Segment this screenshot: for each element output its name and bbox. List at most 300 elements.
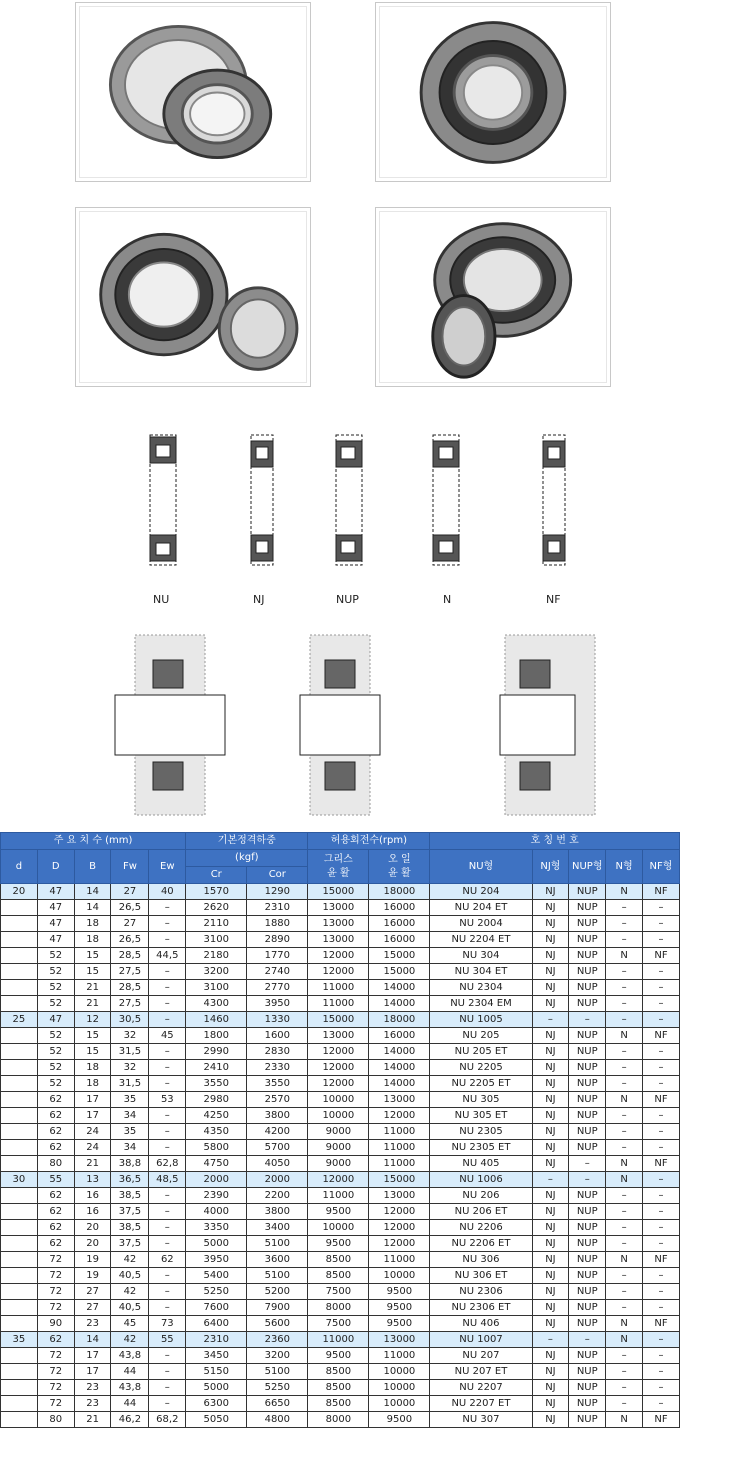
table-cell: – bbox=[606, 1300, 643, 1316]
table-cell bbox=[1, 980, 38, 996]
table-cell: NJ bbox=[532, 1108, 569, 1124]
table-cell: 55 bbox=[37, 1172, 74, 1188]
table-cell: 9500 bbox=[308, 1348, 369, 1364]
table-cell: – bbox=[643, 996, 680, 1012]
table-cell: 1770 bbox=[247, 948, 308, 964]
table-cell: 2180 bbox=[186, 948, 247, 964]
table-cell: 2310 bbox=[186, 1332, 247, 1348]
table-cell: 35 bbox=[1, 1332, 38, 1348]
table-row bbox=[1, 1268, 680, 1284]
header-Fw: Fw bbox=[111, 850, 149, 884]
bearing-with-inner-ring-photo-icon bbox=[80, 212, 306, 382]
table-cell: 5250 bbox=[247, 1380, 308, 1396]
table-cell: 5000 bbox=[186, 1236, 247, 1252]
table-cell: 42 bbox=[111, 1332, 149, 1348]
table-cell: NJ bbox=[532, 1396, 569, 1412]
table-cell: 23 bbox=[74, 1396, 111, 1412]
table-cell: NU 2207 ET bbox=[430, 1396, 532, 1412]
table-cell: NJ bbox=[532, 1188, 569, 1204]
table-cell: NJ bbox=[532, 1124, 569, 1140]
bearing-photo-3 bbox=[75, 207, 311, 387]
table-cell: 62 bbox=[37, 1124, 74, 1140]
table-cell: 9000 bbox=[308, 1140, 369, 1156]
table-cell: 40,5 bbox=[111, 1300, 149, 1316]
table-row bbox=[1, 1156, 680, 1172]
table-cell: NU 204 ET bbox=[430, 900, 532, 916]
table-cell: 21 bbox=[74, 996, 111, 1012]
table-cell: 5200 bbox=[247, 1284, 308, 1300]
table-cell: NF bbox=[643, 884, 680, 900]
table-cell: 46,2 bbox=[111, 1412, 149, 1428]
header-nf: NF형 bbox=[643, 850, 680, 884]
table-cell: NUP bbox=[569, 884, 606, 900]
table-row bbox=[1, 980, 680, 996]
table-cell: 9500 bbox=[308, 1236, 369, 1252]
table-cell: 3550 bbox=[186, 1076, 247, 1092]
table-cell: – bbox=[149, 1268, 186, 1284]
table-cell bbox=[1, 1348, 38, 1364]
table-cell: N bbox=[606, 1172, 643, 1188]
table-cell: NJ bbox=[532, 1348, 569, 1364]
table-cell: 18 bbox=[74, 1076, 111, 1092]
table-cell: N bbox=[606, 1252, 643, 1268]
table-cell: NJ bbox=[532, 1236, 569, 1252]
table-cell: 52 bbox=[37, 964, 74, 980]
table-cell: – bbox=[606, 1076, 643, 1092]
table-cell: 8000 bbox=[308, 1300, 369, 1316]
table-cell: NU 307 bbox=[430, 1412, 532, 1428]
table-cell: 47 bbox=[37, 932, 74, 948]
table-cell: 5100 bbox=[247, 1268, 308, 1284]
table-cell: – bbox=[606, 964, 643, 980]
table-cell: NF bbox=[643, 1028, 680, 1044]
table-cell: 3600 bbox=[247, 1252, 308, 1268]
table-cell: 5800 bbox=[186, 1140, 247, 1156]
table-cell: 3950 bbox=[247, 996, 308, 1012]
table-cell: NU 306 ET bbox=[430, 1268, 532, 1284]
table-cell: 9500 bbox=[369, 1316, 430, 1332]
table-cell: 27 bbox=[74, 1300, 111, 1316]
header-B: B bbox=[74, 850, 111, 884]
table-cell: NJ bbox=[532, 1140, 569, 1156]
table-cell: 3550 bbox=[247, 1076, 308, 1092]
table-cell: – bbox=[569, 1332, 606, 1348]
table-cell: NUP bbox=[569, 1348, 606, 1364]
table-cell: 72 bbox=[37, 1396, 74, 1412]
table-cell: – bbox=[606, 1108, 643, 1124]
table-cell: 40,5 bbox=[111, 1268, 149, 1284]
table-cell: – bbox=[149, 1044, 186, 1060]
table-cell: 9500 bbox=[308, 1204, 369, 1220]
table-cell: 4250 bbox=[186, 1108, 247, 1124]
table-cell: 14000 bbox=[369, 996, 430, 1012]
table-cell: 9000 bbox=[308, 1156, 369, 1172]
table-cell: 62 bbox=[37, 1220, 74, 1236]
table-row bbox=[1, 1300, 680, 1316]
table-cell: – bbox=[643, 1140, 680, 1156]
table-cell: – bbox=[149, 1236, 186, 1252]
table-cell bbox=[1, 1396, 38, 1412]
table-cell: – bbox=[149, 1060, 186, 1076]
table-cell: 62 bbox=[37, 1236, 74, 1252]
table-cell: – bbox=[149, 932, 186, 948]
table-cell: N bbox=[606, 1332, 643, 1348]
diagram-label-n: N bbox=[443, 593, 452, 606]
table-cell: 1460 bbox=[186, 1012, 247, 1028]
table-cell: 53 bbox=[149, 1092, 186, 1108]
header-main-dims: 주 요 치 수 (mm) bbox=[1, 833, 186, 850]
table-cell: 43,8 bbox=[111, 1380, 149, 1396]
table-cell: 13000 bbox=[308, 916, 369, 932]
table-cell: NJ bbox=[532, 1300, 569, 1316]
table-cell: – bbox=[643, 932, 680, 948]
table-cell: NU 306 bbox=[430, 1252, 532, 1268]
table-cell: NJ bbox=[532, 1380, 569, 1396]
table-cell: – bbox=[149, 1284, 186, 1300]
table-cell: – bbox=[606, 1012, 643, 1028]
header-speed: 허용회전수(rpm) bbox=[308, 833, 430, 850]
table-cell: NUP bbox=[569, 1028, 606, 1044]
table-cell: – bbox=[149, 980, 186, 996]
header-basic-load: 기본정격하중 bbox=[186, 833, 308, 850]
table-cell: 12000 bbox=[369, 1236, 430, 1252]
table-cell: – bbox=[643, 1172, 680, 1188]
table-cell: 7900 bbox=[247, 1300, 308, 1316]
table-cell: NU 2304 EM bbox=[430, 996, 532, 1012]
table-cell: N bbox=[606, 884, 643, 900]
table-cell: NJ bbox=[532, 916, 569, 932]
table-row bbox=[1, 1204, 680, 1220]
table-cell: 27,5 bbox=[111, 996, 149, 1012]
table-row bbox=[1, 1412, 680, 1428]
table-cell bbox=[1, 1268, 38, 1284]
table-cell: – bbox=[643, 1284, 680, 1300]
table-cell: – bbox=[606, 1140, 643, 1156]
table-cell: 17 bbox=[74, 1108, 111, 1124]
table-cell: NF bbox=[643, 1316, 680, 1332]
table-cell: NUP bbox=[569, 1268, 606, 1284]
table-cell: 34 bbox=[111, 1108, 149, 1124]
header-nj: NJ형 bbox=[532, 850, 569, 884]
table-cell: 72 bbox=[37, 1364, 74, 1380]
table-cell: – bbox=[606, 932, 643, 948]
table-cell: NUP bbox=[569, 1092, 606, 1108]
table-cell: 62 bbox=[37, 1140, 74, 1156]
header-oil: 오 일 윤 활 bbox=[369, 850, 430, 884]
table-row bbox=[1, 1396, 680, 1412]
table-cell: 11000 bbox=[369, 1140, 430, 1156]
table-cell: 14 bbox=[74, 1332, 111, 1348]
table-cell: NUP bbox=[569, 1380, 606, 1396]
table-cell: 7600 bbox=[186, 1300, 247, 1316]
table-cell: 8500 bbox=[308, 1396, 369, 1412]
table-cell: 1330 bbox=[247, 1012, 308, 1028]
table-cell: NJ bbox=[532, 1220, 569, 1236]
table-cell: – bbox=[643, 1044, 680, 1060]
table-cell: 3100 bbox=[186, 980, 247, 996]
table-cell: 44 bbox=[111, 1396, 149, 1412]
table-cell: 5700 bbox=[247, 1140, 308, 1156]
table-cell: – bbox=[643, 1364, 680, 1380]
table-cell: NU 204 bbox=[430, 884, 532, 900]
table-cell: – bbox=[149, 916, 186, 932]
table-cell: 2830 bbox=[247, 1044, 308, 1060]
table-cell: 3400 bbox=[247, 1220, 308, 1236]
table-cell: 3200 bbox=[186, 964, 247, 980]
table-cell: 42 bbox=[111, 1252, 149, 1268]
table-cell: NU 2204 ET bbox=[430, 932, 532, 948]
table-cell: 6300 bbox=[186, 1396, 247, 1412]
table-cell bbox=[1, 1124, 38, 1140]
table-row bbox=[1, 1284, 680, 1300]
table-cell: 5400 bbox=[186, 1268, 247, 1284]
table-cell: – bbox=[643, 1188, 680, 1204]
table-cell: 5250 bbox=[186, 1284, 247, 1300]
table-cell: NJ bbox=[532, 1252, 569, 1268]
table-cell: N bbox=[606, 1316, 643, 1332]
table-cell: NUP bbox=[569, 996, 606, 1012]
table-cell: 27 bbox=[111, 884, 149, 900]
table-cell: 2620 bbox=[186, 900, 247, 916]
table-cell: NUP bbox=[569, 1108, 606, 1124]
table-cell: 4050 bbox=[247, 1156, 308, 1172]
table-cell: NJ bbox=[532, 1156, 569, 1172]
diagram-nu bbox=[150, 435, 176, 565]
header-designation: 호 칭 번 호 bbox=[430, 833, 680, 850]
table-cell: – bbox=[643, 1348, 680, 1364]
table-cell: – bbox=[606, 1348, 643, 1364]
mounting-diagram-3 bbox=[500, 635, 595, 815]
table-row bbox=[1, 916, 680, 932]
table-cell: NJ bbox=[532, 1044, 569, 1060]
table-cell: NUP bbox=[569, 1124, 606, 1140]
table-cell: NU 206 ET bbox=[430, 1204, 532, 1220]
table-cell: – bbox=[643, 980, 680, 996]
table-cell: NUP bbox=[569, 1188, 606, 1204]
table-cell: 13000 bbox=[369, 1332, 430, 1348]
table-cell: 13000 bbox=[369, 1188, 430, 1204]
table-cell: 44 bbox=[111, 1364, 149, 1380]
table-cell: 16000 bbox=[369, 932, 430, 948]
table-cell: NUP bbox=[569, 1300, 606, 1316]
table-cell: 52 bbox=[37, 1060, 74, 1076]
table-cell: 10000 bbox=[308, 1108, 369, 1124]
table-cell: 3450 bbox=[186, 1348, 247, 1364]
table-cell: 12000 bbox=[308, 1044, 369, 1060]
table-cell: 2990 bbox=[186, 1044, 247, 1060]
table-cell bbox=[1, 900, 38, 916]
table-cell: 11000 bbox=[308, 996, 369, 1012]
table-cell: N bbox=[606, 1092, 643, 1108]
table-row bbox=[1, 1108, 680, 1124]
table-cell: 3800 bbox=[247, 1204, 308, 1220]
table-cell: 27 bbox=[74, 1284, 111, 1300]
table-cell: – bbox=[606, 1268, 643, 1284]
diagram-nj bbox=[251, 435, 273, 565]
table-cell: 10000 bbox=[308, 1092, 369, 1108]
diagram-nup bbox=[336, 435, 362, 565]
table-cell: 8500 bbox=[308, 1268, 369, 1284]
table-cell: 62 bbox=[37, 1188, 74, 1204]
table-cell: NF bbox=[643, 1156, 680, 1172]
table-cell: 44,5 bbox=[149, 948, 186, 964]
table-cell bbox=[1, 1108, 38, 1124]
table-cell: 4750 bbox=[186, 1156, 247, 1172]
table-cell: 23 bbox=[74, 1316, 111, 1332]
table-cell: 62 bbox=[37, 1108, 74, 1124]
table-cell: NF bbox=[643, 948, 680, 964]
table-cell: 18 bbox=[74, 932, 111, 948]
table-cell: 6650 bbox=[247, 1396, 308, 1412]
table-cell: 72 bbox=[37, 1268, 74, 1284]
table-cell bbox=[1, 964, 38, 980]
table-cell: – bbox=[569, 1156, 606, 1172]
table-cell: 2360 bbox=[247, 1332, 308, 1348]
table-cell: NUP bbox=[569, 1396, 606, 1412]
table-cell: 4300 bbox=[186, 996, 247, 1012]
table-cell: 18000 bbox=[369, 884, 430, 900]
table-cell: – bbox=[606, 1124, 643, 1140]
table-cell: 42 bbox=[111, 1284, 149, 1300]
table-cell: NF bbox=[643, 1092, 680, 1108]
table-cell bbox=[1, 1220, 38, 1236]
table-cell: 14000 bbox=[369, 1044, 430, 1060]
table-cell: – bbox=[149, 1108, 186, 1124]
diagram-label-nup: NUP bbox=[336, 593, 359, 606]
table-row bbox=[1, 1060, 680, 1076]
table-cell: NJ bbox=[532, 1060, 569, 1076]
table-cell: 28,5 bbox=[111, 948, 149, 964]
table-cell: 14000 bbox=[369, 1060, 430, 1076]
table-cell: 38,5 bbox=[111, 1188, 149, 1204]
table-cell: NU 2206 ET bbox=[430, 1236, 532, 1252]
table-row bbox=[1, 1188, 680, 1204]
table-cell: – bbox=[569, 1012, 606, 1028]
table-cell: 80 bbox=[37, 1156, 74, 1172]
table-cell: – bbox=[606, 1396, 643, 1412]
bearing-photo-1 bbox=[75, 2, 311, 182]
table-cell: 73 bbox=[149, 1316, 186, 1332]
table-cell: NU 2206 bbox=[430, 1220, 532, 1236]
table-cell: – bbox=[149, 1012, 186, 1028]
table-cell: 3200 bbox=[247, 1348, 308, 1364]
table-cell: NJ bbox=[532, 1316, 569, 1332]
table-cell: NU 2004 bbox=[430, 916, 532, 932]
table-cell: 31,5 bbox=[111, 1044, 149, 1060]
table-cell: 4200 bbox=[247, 1124, 308, 1140]
table-cell: 72 bbox=[37, 1284, 74, 1300]
table-cell: – bbox=[606, 900, 643, 916]
table-cell: NUP bbox=[569, 1364, 606, 1380]
table-cell: 2410 bbox=[186, 1060, 247, 1076]
table-cell: 16000 bbox=[369, 916, 430, 932]
table-cell: – bbox=[149, 1140, 186, 1156]
table-cell: 9500 bbox=[369, 1284, 430, 1300]
table-cell: 2390 bbox=[186, 1188, 247, 1204]
table-cell: 26,5 bbox=[111, 932, 149, 948]
table-cell: 18 bbox=[74, 1060, 111, 1076]
table-cell: NUP bbox=[569, 980, 606, 996]
bearing-exploded-photo-icon bbox=[80, 7, 306, 177]
table-cell: 12000 bbox=[369, 1108, 430, 1124]
table-cell: – bbox=[643, 1076, 680, 1092]
table-cell: 48,5 bbox=[149, 1172, 186, 1188]
table-cell: 55 bbox=[149, 1332, 186, 1348]
header-cor: Cor bbox=[247, 867, 308, 884]
table-cell: 5150 bbox=[186, 1364, 247, 1380]
table-cell: NJ bbox=[532, 1028, 569, 1044]
table-cell: NU 305 ET bbox=[430, 1108, 532, 1124]
table-cell: – bbox=[532, 1012, 569, 1028]
header-d: d bbox=[1, 850, 38, 884]
table-cell bbox=[1, 1060, 38, 1076]
table-cell: – bbox=[643, 1204, 680, 1220]
table-cell: 5600 bbox=[247, 1316, 308, 1332]
table-cell: 4350 bbox=[186, 1124, 247, 1140]
table-cell: – bbox=[643, 1332, 680, 1348]
table-cell: 37,5 bbox=[111, 1204, 149, 1220]
table-cell: 2330 bbox=[247, 1060, 308, 1076]
table-cell: – bbox=[149, 1364, 186, 1380]
table-cell: 35 bbox=[111, 1124, 149, 1140]
table-cell: 17 bbox=[74, 1092, 111, 1108]
table-cell: 12000 bbox=[308, 964, 369, 980]
table-cell: 13000 bbox=[369, 1092, 430, 1108]
table-cell: NJ bbox=[532, 996, 569, 1012]
table-cell: – bbox=[643, 1060, 680, 1076]
table-cell: NUP bbox=[569, 1204, 606, 1220]
table-cell: – bbox=[149, 1300, 186, 1316]
table-cell: 18000 bbox=[369, 1012, 430, 1028]
table-cell: NJ bbox=[532, 1412, 569, 1428]
table-cell bbox=[1, 1092, 38, 1108]
table-cell: NJ bbox=[532, 932, 569, 948]
table-cell: NU 304 ET bbox=[430, 964, 532, 980]
table-cell: – bbox=[149, 1124, 186, 1140]
table-cell: 2000 bbox=[247, 1172, 308, 1188]
table-row bbox=[1, 996, 680, 1012]
table-cell: 1570 bbox=[186, 884, 247, 900]
table-cell: N bbox=[606, 1028, 643, 1044]
table-cell: 37,5 bbox=[111, 1236, 149, 1252]
table-row bbox=[1, 1252, 680, 1268]
table-cell: 8500 bbox=[308, 1252, 369, 1268]
table-cell: NU 2305 ET bbox=[430, 1140, 532, 1156]
table-cell: 68,2 bbox=[149, 1412, 186, 1428]
table-cell: NU 405 bbox=[430, 1156, 532, 1172]
table-cell: NU 2205 ET bbox=[430, 1076, 532, 1092]
table-cell: 12000 bbox=[308, 1172, 369, 1188]
table-cell: 24 bbox=[74, 1140, 111, 1156]
table-cell: NU 2306 ET bbox=[430, 1300, 532, 1316]
table-cell: 19 bbox=[74, 1252, 111, 1268]
bearing-front-photo-icon bbox=[380, 7, 606, 177]
table-cell: 19 bbox=[74, 1268, 111, 1284]
table-cell: 72 bbox=[37, 1300, 74, 1316]
table-row bbox=[1, 1028, 680, 1044]
table-cell: NUP bbox=[569, 948, 606, 964]
table-cell: NUP bbox=[569, 1140, 606, 1156]
table-cell: 34 bbox=[111, 1140, 149, 1156]
table-cell: – bbox=[643, 1300, 680, 1316]
table-cell: NJ bbox=[532, 884, 569, 900]
table-cell: 10000 bbox=[369, 1364, 430, 1380]
diagram-label-nf: NF bbox=[546, 593, 561, 606]
table-cell: NUP bbox=[569, 1284, 606, 1300]
table-cell: 40 bbox=[149, 884, 186, 900]
table-cell: – bbox=[606, 1044, 643, 1060]
table-cell: N bbox=[606, 1412, 643, 1428]
